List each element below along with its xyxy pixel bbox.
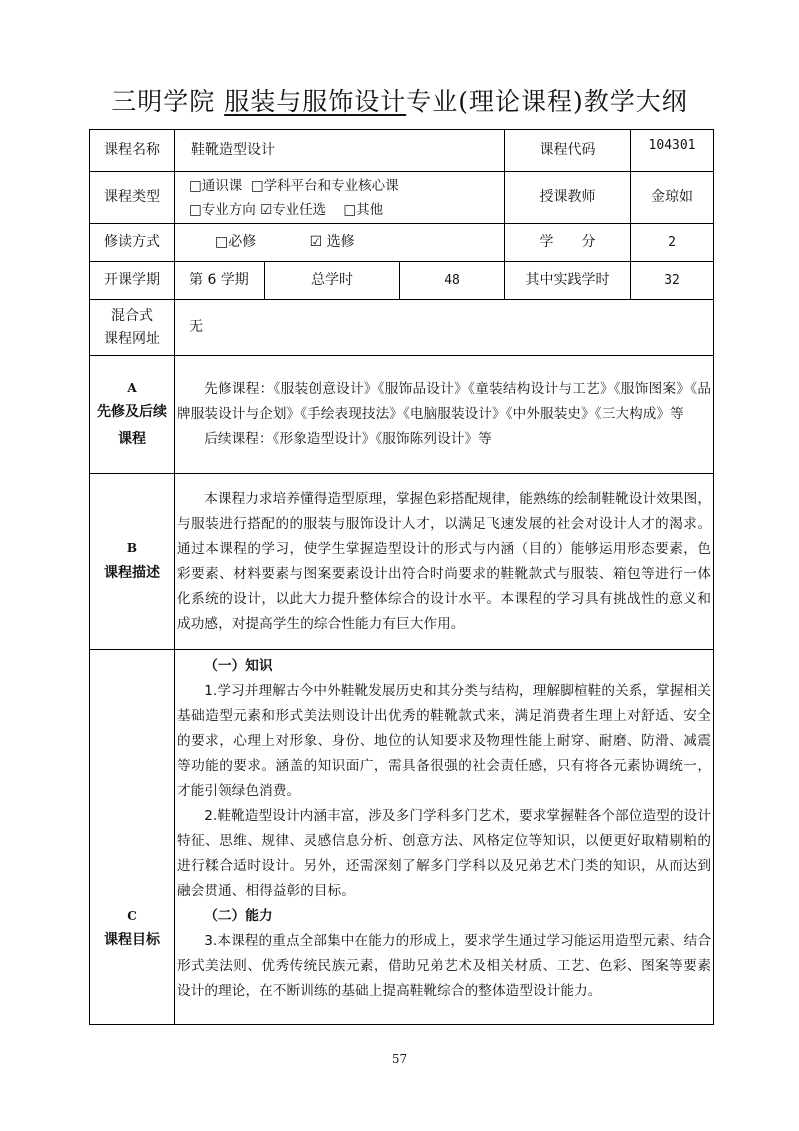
study-mode-label: 修读方式: [90, 224, 175, 262]
credit-value: 2: [631, 224, 714, 262]
objective-1: 1.学习并理解古今中外鞋靴发展历史和其分类与结构，理解脚楦鞋的关系，掌握相关基础造型元素和形式美法则设计出优秀的鞋靴款式来，满足消费者生理上对舒适、安全的要求，心理上对形象、身份、地位的认知要求及物理性能上耐穿、耐磨、防滑、减震等功能的要求。涵盖的知识面广，需具备很强的社会责任感，只有将各元素协调统一，才能引领绿色消费。: [177, 683, 712, 799]
title-school: 三明学院: [111, 87, 225, 116]
option-general: □通识课: [189, 177, 243, 194]
title-rest: 专业(理论课程)教学大纲: [406, 87, 688, 116]
objective-3: 3.本课程的重点全部集中在能力的形成上，要求学生通过学习能运用造型元素、结合形式美法则、优秀传统民族元素，借助兄弟艺术及相关材质、工艺、色彩、图案等要素设计的理论，在不断训练的基础上提高鞋靴综合的整体造型设计能力。: [177, 933, 712, 999]
teacher-value: 金琼如: [631, 172, 714, 224]
heading-ability: （二）能力: [204, 908, 273, 924]
section-b-title: 课程描述: [104, 564, 160, 581]
row-study-mode: [90, 224, 714, 262]
section-a-content: [175, 356, 714, 474]
credit-label: 学 分: [505, 224, 631, 262]
total-hours-label: 总学时: [265, 262, 400, 300]
row-course-url: [90, 300, 714, 356]
study-mode-options: [175, 224, 505, 262]
course-url-label-line2: 课程网址: [104, 330, 160, 347]
heading-knowledge: （一）知识: [204, 658, 273, 674]
option-core: □学科平台和专业核心课: [250, 177, 399, 194]
semester-value: 第 6 学期: [175, 262, 265, 300]
option-other: □其他: [343, 201, 384, 218]
row-course-type: [90, 172, 714, 224]
objective-2: 2.鞋靴造型设计内涵丰富，涉及多门学科多门艺术，要求掌握鞋各个部位造型的设计特征、思维、规律、灵感信息分析、创意方法、风格定位等知识，以便更好取精剔粕的进行糅合适时设计。另外，还需深刻了解多门学科以及兄弟艺术门类的知识，从而达到融会贯通、相得益彰的目标。: [177, 808, 712, 899]
row-section-b: [90, 474, 714, 650]
section-b-content: [175, 474, 714, 650]
section-a-title-line1: 先修及后续: [97, 404, 167, 421]
option-required: □必修: [215, 234, 257, 250]
section-c-label: [90, 650, 175, 1025]
row-semester: [90, 262, 714, 300]
section-a-letter: A: [127, 380, 137, 395]
course-url-label: [90, 300, 175, 356]
row-section-c: [90, 650, 714, 1025]
practice-hours-label: 其中实践学时: [505, 262, 631, 300]
section-b-letter: B: [126, 540, 138, 555]
course-type-label: 课程类型: [90, 172, 175, 224]
row-course-name: [90, 130, 714, 172]
option-direction: □专业方向: [189, 201, 256, 218]
semester-label: 开课学期: [90, 262, 175, 300]
course-code-value: 104301: [631, 130, 714, 172]
total-hours-value: 48: [400, 262, 505, 300]
option-optional: ☑ 选修: [309, 234, 355, 250]
course-name-value: 鞋靴造型设计: [175, 130, 505, 172]
section-a-title-line2: 课程: [118, 430, 146, 447]
section-c-content: [175, 650, 714, 1025]
title-major: 服装与服饰设计: [224, 87, 407, 116]
section-c-title: 课程目标: [104, 932, 160, 949]
prerequisite-courses: 先修课程：《服装创意设计》《服饰品设计》《童装结构设计与工艺》《服饰图案》《品牌服装设计与企划》《手绘表现技法》《电脑服装设计》《中外服装史》《三大构成》等: [177, 381, 712, 422]
practice-hours-value: 32: [631, 262, 714, 300]
page-title: [0, 82, 799, 118]
follow-up-courses: 后续课程：《形象造型设计》《服饰陈列设计》等: [204, 431, 492, 447]
page-number: 57: [391, 1052, 408, 1066]
syllabus-table: [89, 129, 714, 1025]
course-name-label: 课程名称: [90, 130, 175, 172]
course-url-label-line1: 混合式: [111, 308, 153, 325]
section-a-label: [90, 356, 175, 474]
option-elective: ☑专业任选: [260, 201, 327, 218]
course-type-options: [175, 172, 505, 224]
row-section-a: [90, 356, 714, 474]
course-description: 本课程力求培养懂得造型原理，掌握色彩搭配规律，能熟练的绘制鞋靴设计效果图，与服装进行搭配的的服装与服饰设计人才，以满足飞速发展的社会对设计人才的渴求。通过本课程的学习，使学生掌握造型设计的形式与内涵（目的）能够运用形态要素，色彩要素、材料要素与图案要素设计出符合时尚要求的鞋靴款式与服装、箱包等进行一体化系统的设计，以此大力提升整体综合的设计水平。本课程的学习具有挑战性的意义和成功感，对提高学生的综合性能力有巨大作用。: [177, 490, 712, 632]
section-b-label: [90, 474, 175, 650]
section-c-letter: C: [127, 908, 137, 923]
teacher-label: 授课教师: [505, 172, 631, 224]
course-url-value: 无: [175, 300, 714, 356]
course-code-label: 课程代码: [505, 130, 631, 172]
